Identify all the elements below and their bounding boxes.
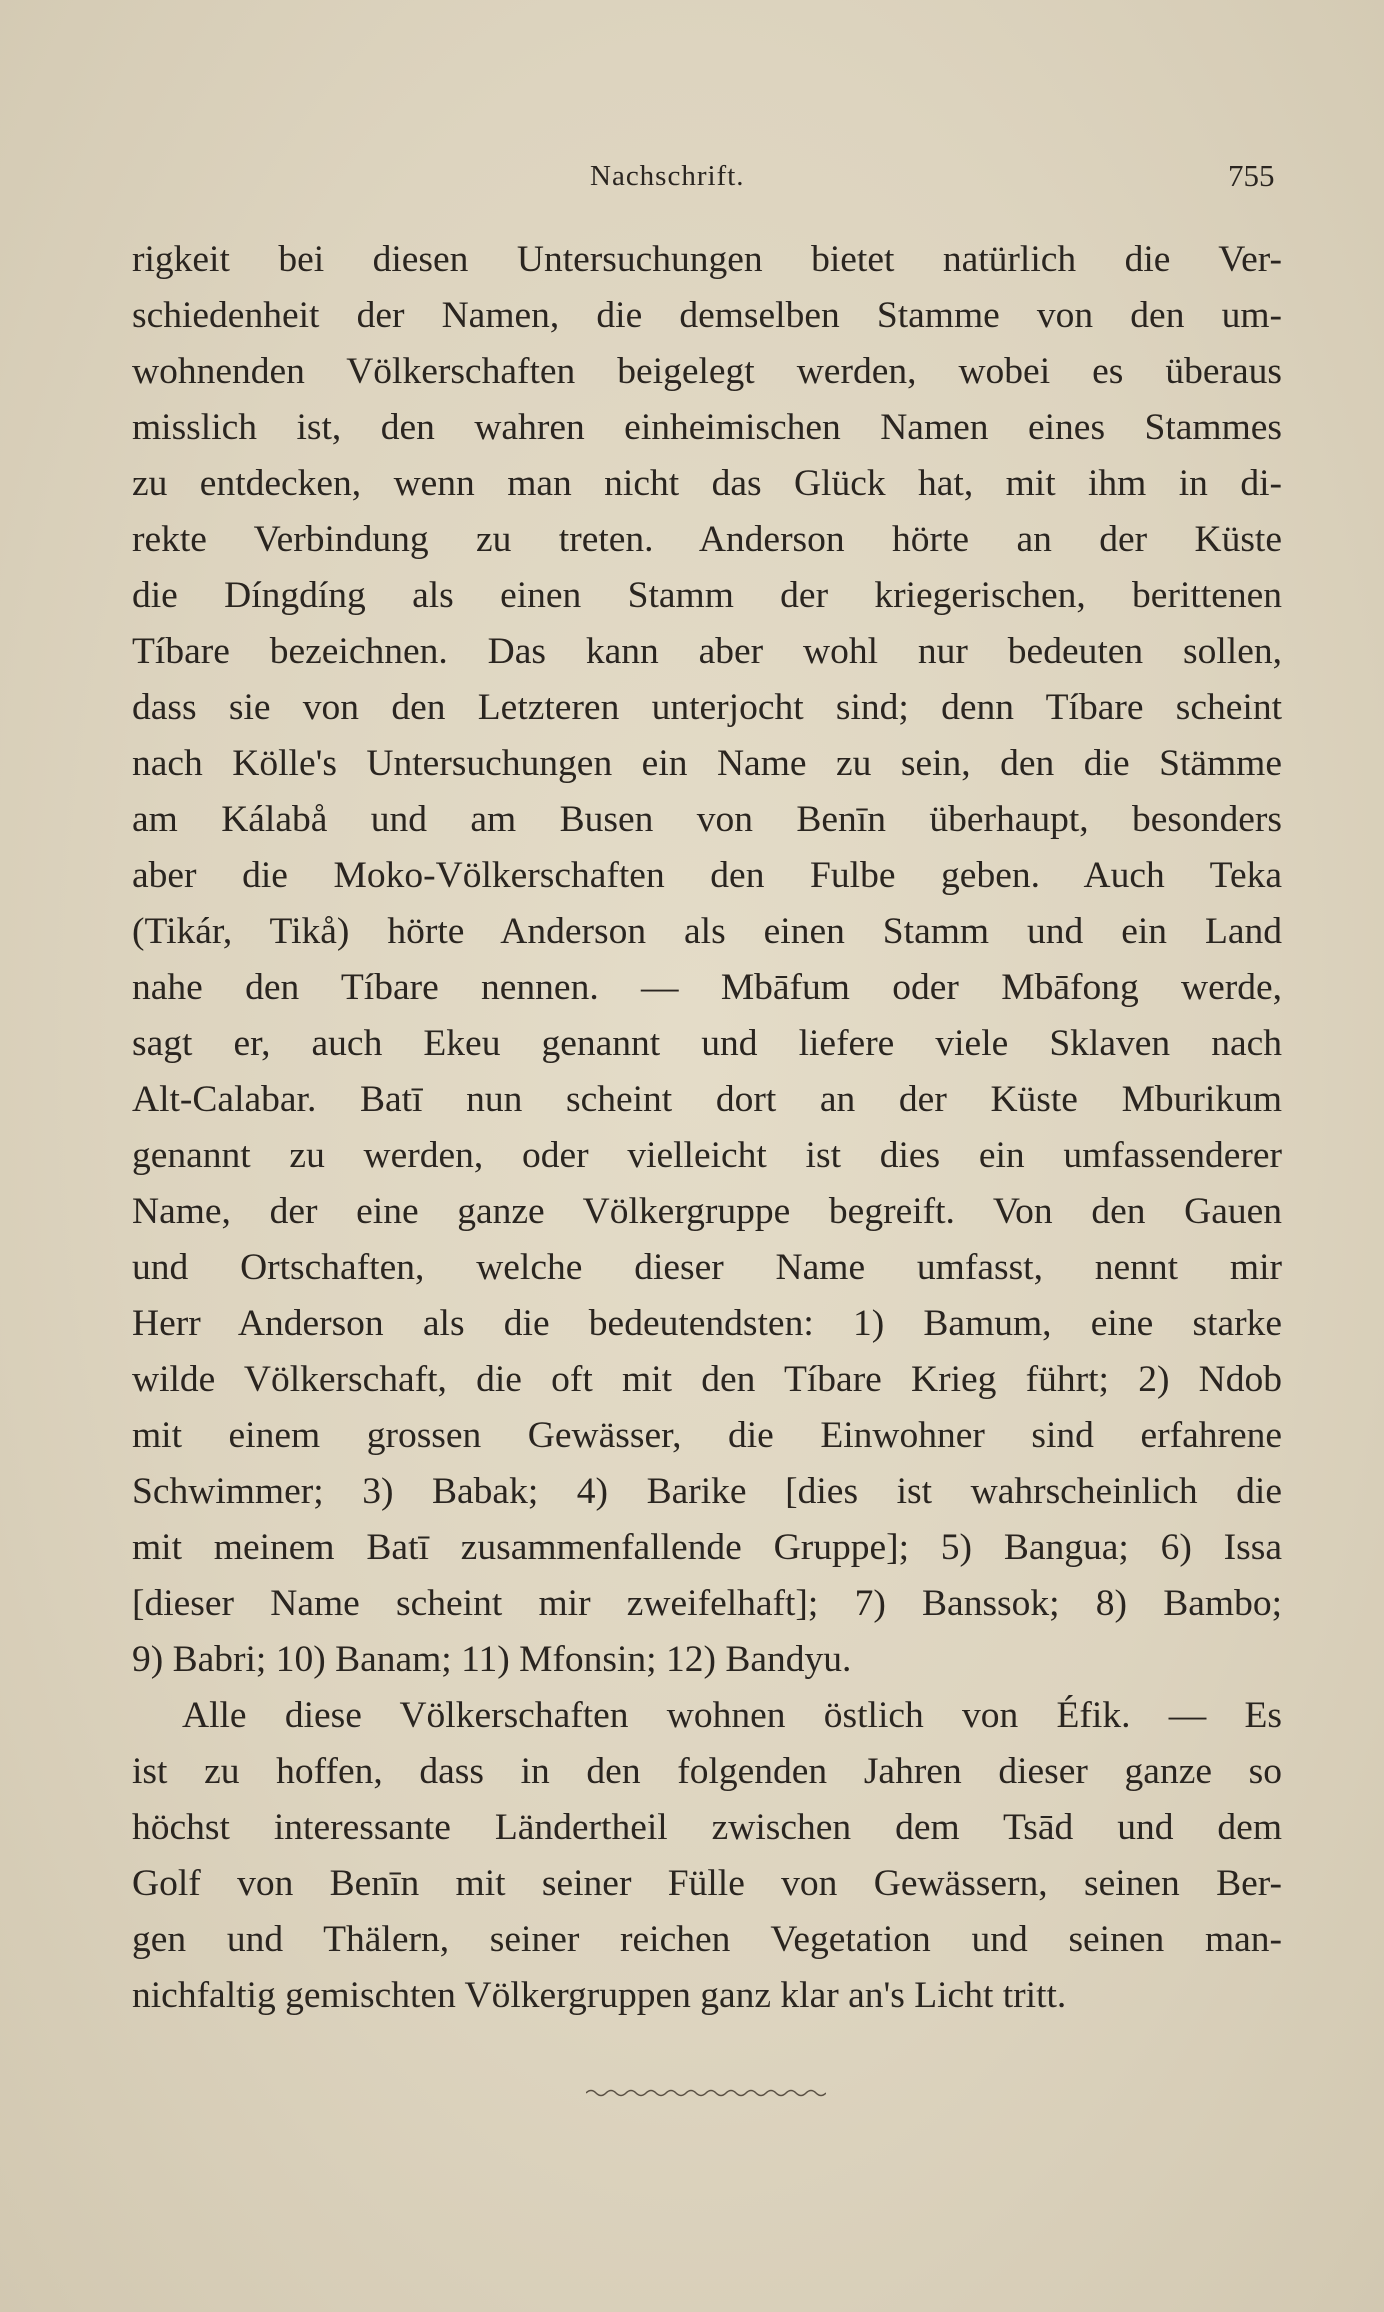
text-line: aber die Moko-Völkerschaften den Fulbe geben. Auch Teka bbox=[132, 855, 1282, 896]
paragraph-start-line: Alle diese Völkerschaften wohnen östlich von Éfik. — Es bbox=[182, 1695, 1282, 1736]
text-line: nichfaltig gemischten Völkergruppen ganz klar an's Licht tritt. bbox=[132, 1975, 1067, 2016]
text-line: nach Kölle's Untersuchungen ein Name zu sein, den die Stämme bbox=[132, 743, 1282, 784]
wavy-rule-ornament bbox=[586, 2086, 826, 2100]
body-text bbox=[132, 232, 1282, 2024]
text-line: zu entdecken, wenn man nicht das Glück hat, mit ihm in di- bbox=[132, 463, 1282, 504]
text-line: am Kálabå und am Busen von Benīn überhaupt, besonders bbox=[132, 799, 1282, 840]
text-line: wohnenden Völkerschaften beigelegt werden, wobei es überaus bbox=[132, 351, 1282, 392]
text-line: rigkeit bei diesen Untersuchungen bietet natürlich die Ver- bbox=[132, 239, 1282, 280]
text-line: gen und Thälern, seiner reichen Vegetation und seinen man- bbox=[132, 1919, 1282, 1960]
text-line: ist zu hoffen, dass in den folgenden Jahren dieser ganze so bbox=[132, 1751, 1282, 1792]
text-line: nahe den Tíbare nennen. — Mbāfum oder Mbāfong werde, bbox=[132, 967, 1282, 1008]
text-line: sagt er, auch Ekeu genannt und liefere viele Sklaven nach bbox=[132, 1023, 1282, 1064]
text-line: mit einem grossen Gewässer, die Einwohner sind erfahrene bbox=[132, 1415, 1282, 1456]
page-header bbox=[0, 160, 1384, 200]
text-line: genannt zu werden, oder vielleicht ist dies ein umfassenderer bbox=[132, 1135, 1282, 1176]
text-line: höchst interessante Ländertheil zwischen dem Tsād und dem bbox=[132, 1807, 1282, 1848]
text-line: mit meinem Batī zusammenfallende Gruppe]; 5) Bangua; 6) Issa bbox=[132, 1527, 1282, 1568]
text-line: Golf von Benīn mit seiner Fülle von Gewässern, seinen Ber- bbox=[132, 1863, 1282, 1904]
text-line: wilde Völkerschaft, die oft mit den Tíbare Krieg führt; 2) Ndob bbox=[132, 1359, 1282, 1400]
text-line: misslich ist, den wahren einheimischen Namen eines Stammes bbox=[132, 407, 1282, 448]
text-line: dass sie von den Letzteren unterjocht sind; denn Tíbare scheint bbox=[132, 687, 1282, 728]
text-line: Name, der eine ganze Völkergruppe begreift. Von den Gauen bbox=[132, 1191, 1282, 1232]
text-line: [dieser Name scheint mir zweifelhaft]; 7) Banssok; 8) Bambo; bbox=[132, 1583, 1282, 1624]
text-line: Schwimmer; 3) Babak; 4) Barike [dies ist wahrscheinlich die bbox=[132, 1471, 1282, 1512]
page-number: 755 bbox=[1228, 158, 1275, 193]
text-line: (Tikár, Tikå) hörte Anderson als einen Stamm und ein Land bbox=[132, 911, 1282, 952]
running-head: Nachschrift. bbox=[590, 160, 745, 192]
text-line: und Ortschaften, welche dieser Name umfasst, nennt mir bbox=[132, 1247, 1282, 1288]
text-line: die Díngdíng als einen Stamm der kriegerischen, berittenen bbox=[132, 575, 1282, 616]
text-line: 9) Babri; 10) Banam; 11) Mfonsin; 12) Bandyu. bbox=[132, 1639, 852, 1680]
text-line: Tíbare bezeichnen. Das kann aber wohl nur bedeuten sollen, bbox=[132, 631, 1282, 672]
text-line: schiedenheit der Namen, die demselben Stamme von den um- bbox=[132, 295, 1282, 336]
text-line: Herr Anderson als die bedeutendsten: 1) Bamum, eine starke bbox=[132, 1303, 1282, 1344]
text-line: rekte Verbindung zu treten. Anderson hörte an der Küste bbox=[132, 519, 1282, 560]
text-line: Alt-Calabar. Batī nun scheint dort an der Küste Mburikum bbox=[132, 1079, 1282, 1120]
